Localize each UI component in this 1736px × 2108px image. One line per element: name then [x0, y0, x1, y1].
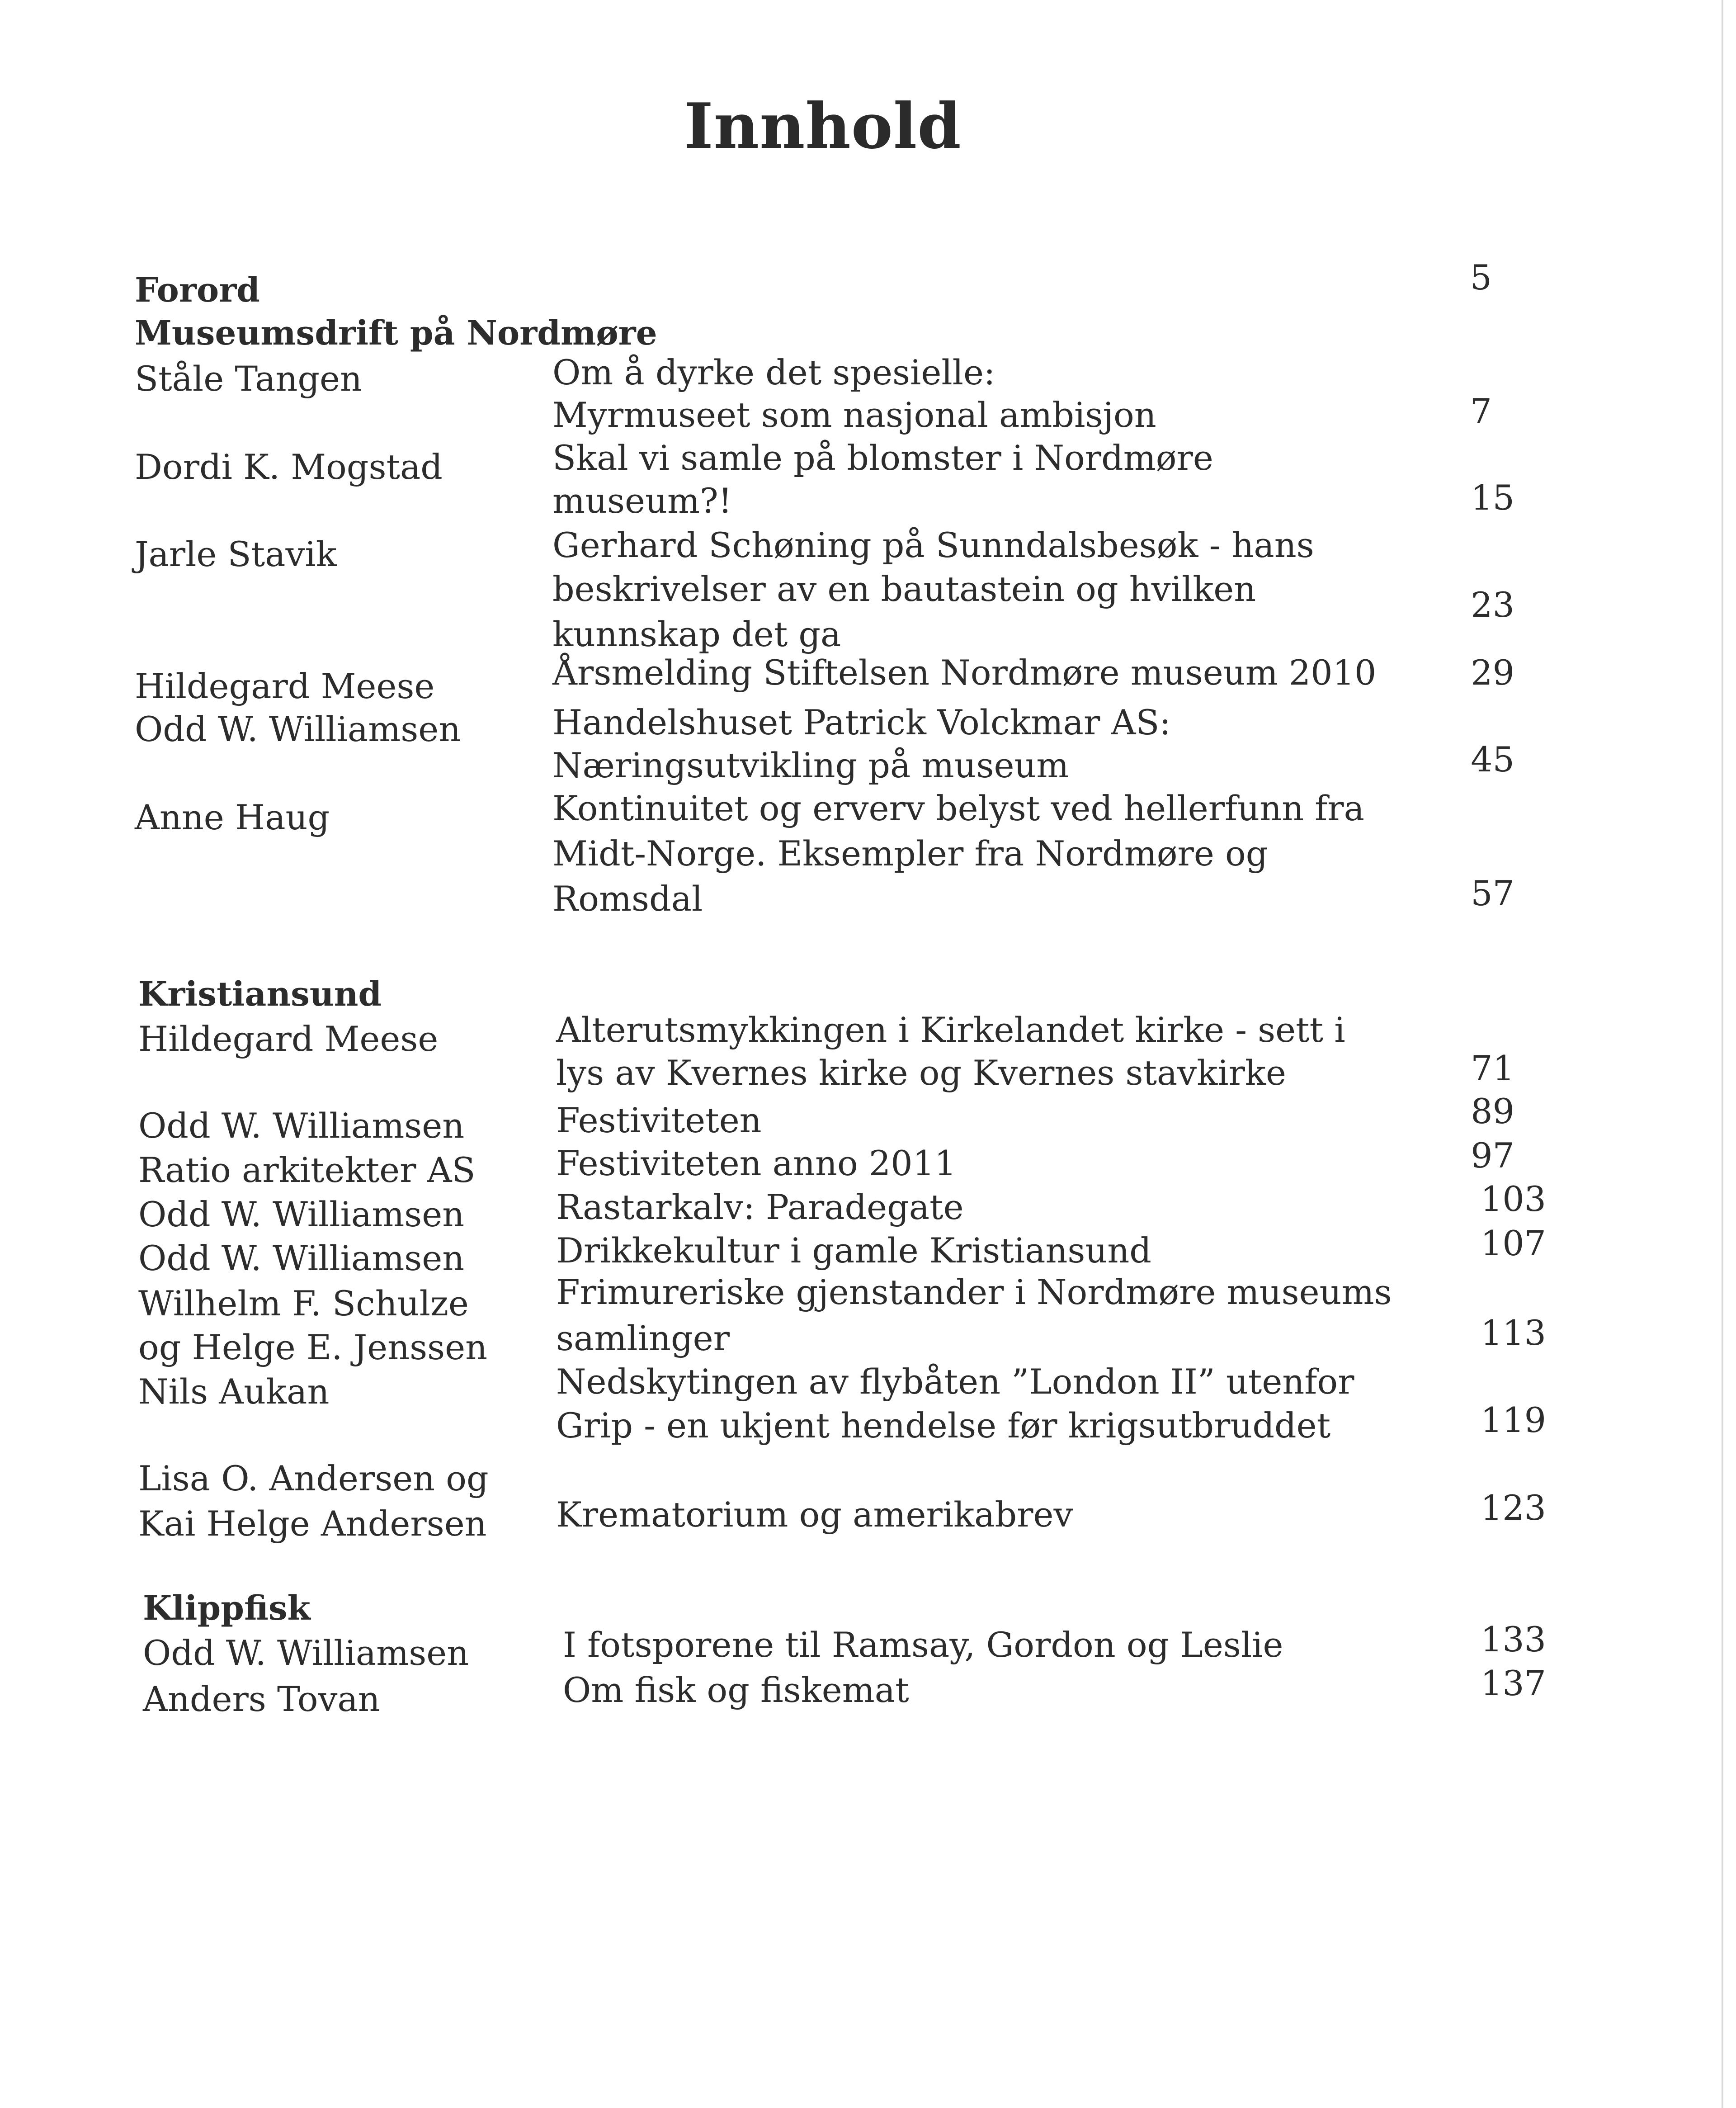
- entry-author: Wilhelm F. Schulze: [138, 1283, 469, 1323]
- entry-title: Midt-Norge. Eksempler fra Nordmøre og: [552, 833, 1268, 874]
- page-edge-line: [1722, 0, 1723, 2108]
- page-number: 5: [1470, 257, 1492, 298]
- entry-author: Anders Tovan: [143, 1679, 380, 1719]
- entry-title: samlinger: [556, 1318, 730, 1358]
- entry-title: Nedskytingen av flybåten ”London II” utenfor: [556, 1361, 1354, 1402]
- page-number: 15: [1471, 477, 1514, 518]
- entry-author: Odd W. Williamsen: [143, 1633, 469, 1673]
- page-number: 7: [1470, 391, 1492, 431]
- entry-author: og Helge E. Jenssen: [138, 1327, 488, 1367]
- entry-title: Næringsutvikling på museum: [552, 745, 1069, 785]
- entry-title: beskrivelser av en bautastein og hvilken: [552, 569, 1256, 609]
- entry-author: Lisa O. Andersen og: [138, 1458, 489, 1498]
- page-number: 113: [1480, 1313, 1546, 1353]
- page-number: 71: [1471, 1048, 1514, 1088]
- section-heading-museumsdrift: Museumsdrift på Nordmøre: [135, 314, 657, 353]
- entry-title: lys av Kvernes kirke og Kvernes stavkirke: [556, 1053, 1286, 1093]
- entry-title: Krematorium og amerikabrev: [556, 1494, 1073, 1535]
- entry-author: Nils Aukan: [138, 1371, 330, 1412]
- page-number: 57: [1471, 873, 1514, 913]
- page-number: 107: [1480, 1223, 1546, 1263]
- page-number: 137: [1480, 1663, 1546, 1703]
- entry-author: Odd W. Williamsen: [138, 1194, 465, 1234]
- entry-title: Drikkekultur i gamle Kristiansund: [556, 1230, 1151, 1271]
- page-number: 23: [1471, 585, 1514, 625]
- entry-author: Hildegard Meese: [138, 1019, 439, 1059]
- page-number: 103: [1480, 1179, 1546, 1219]
- entry-title: Årsmelding Stiftelsen Nordmøre museum 2010: [552, 652, 1377, 693]
- page-number: 45: [1471, 739, 1514, 780]
- page-number: 123: [1480, 1488, 1546, 1528]
- entry-title: kunnskap det ga: [552, 614, 841, 654]
- entry-title: museum?!: [552, 481, 732, 521]
- entry-author: Kai Helge Andersen: [138, 1503, 487, 1544]
- entry-author: Jarle Stavik: [135, 534, 337, 574]
- entry-author: Hildegard Meese: [135, 666, 435, 706]
- entry-author: Odd W. Williamsen: [138, 1106, 465, 1146]
- page-number: 133: [1480, 1619, 1546, 1659]
- section-heading-kristiansund: Kristiansund: [138, 975, 382, 1014]
- page-number: 29: [1471, 652, 1514, 693]
- page-number: 119: [1480, 1400, 1546, 1440]
- entry-title: Myrmuseet som nasjonal ambisjon: [552, 395, 1156, 435]
- entry-title: I fotsporene til Ramsay, Gordon og Leslie: [563, 1625, 1283, 1665]
- entry-title: Rastarkalv: Paradegate: [556, 1187, 964, 1227]
- page-number: 97: [1471, 1135, 1514, 1176]
- entry-title: Festiviteten: [556, 1100, 762, 1140]
- entry-title: Om fisk og fiskemat: [563, 1670, 909, 1710]
- entry-title: Gerhard Schøning på Sunndalsbesøk - hans: [552, 525, 1314, 565]
- entry-author: Odd W. Williamsen: [135, 709, 461, 749]
- entry-title: Frimureriske gjenstander i Nordmøre museums: [556, 1272, 1392, 1312]
- entry-author: Ståle Tangen: [135, 359, 362, 399]
- entry-title: Grip - en ukjent hendelse før krigsutbruddet: [556, 1405, 1331, 1446]
- entry-title: Handelshuset Patrick Volckmar AS:: [552, 702, 1171, 742]
- page-title: Innhold: [684, 89, 962, 163]
- entry-title: Alterutsmykkingen i Kirkelandet kirke - sett i: [556, 1010, 1345, 1050]
- page-number: 89: [1471, 1091, 1514, 1131]
- entry-author: Dordi K. Mogstad: [135, 447, 443, 487]
- entry-title: Romsdal: [552, 879, 703, 919]
- entry-author: Anne Haug: [135, 797, 330, 837]
- section-heading-forord: Forord: [135, 271, 260, 310]
- entry-title: Skal vi samle på blomster i Nordmøre: [552, 438, 1213, 478]
- entry-title: Om å dyrke det spesielle:: [552, 352, 995, 392]
- entry-author: Ratio arkitekter AS: [138, 1150, 476, 1190]
- entry-title: Kontinuitet og erverv belyst ved hellerfunn fra: [552, 788, 1364, 828]
- entry-title: Festiviteten anno 2011: [556, 1143, 957, 1183]
- section-heading-klippfisk: Klippfisk: [143, 1589, 311, 1628]
- entry-author: Odd W. Williamsen: [138, 1238, 465, 1278]
